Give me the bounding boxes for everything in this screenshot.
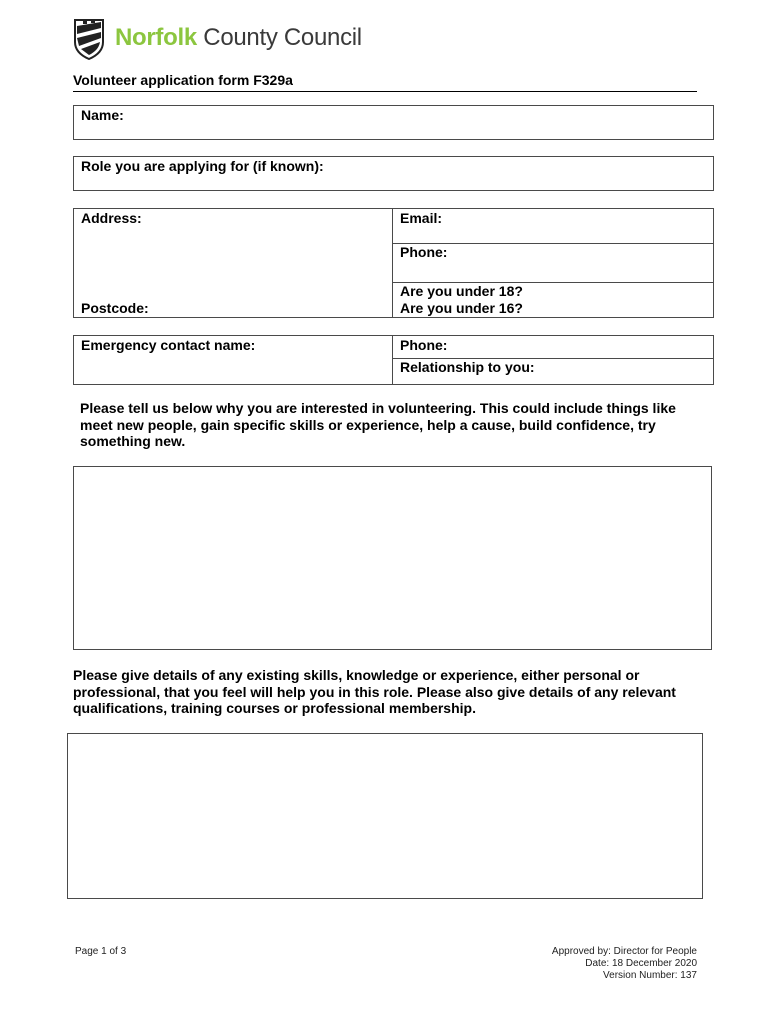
logo-text-county-council: County Council [203,24,362,51]
approval-info [552,946,697,982]
logo-text-norfolk: Norfolk [115,24,197,51]
emergency-name-label: Emergency contact name: [81,337,256,353]
interest-prompt: Please tell us below why you are interested in volunteering. This could include things like meet new people, gain specific skills or experience, help a cause, build confidence, try something new. [80,400,676,449]
under-18-label: Are you under 18? [400,283,523,299]
interest-answer-box[interactable] [73,466,712,650]
approval-date: Date: 18 December 2020 [585,958,697,969]
email-label: Email: [400,210,443,226]
under-16-label: Are you under 16? [400,300,523,316]
role-field[interactable] [73,156,714,191]
role-label: Role you are applying for (if known): [81,158,324,174]
column-divider [392,336,393,384]
phone-label: Phone: [400,244,448,260]
name-field[interactable] [73,105,714,140]
emergency-phone-label: Phone: [400,337,448,353]
column-divider [392,209,393,317]
version-number: Version Number: 137 [603,970,697,981]
skills-answer-box[interactable] [67,733,703,899]
crest-icon [73,18,105,60]
relationship-label: Relationship to you: [400,359,535,375]
skills-prompt: Please give details of any existing skills, knowledge or experience, either personal or professional, that you feel will help you in this role. Please also give details of any relevant qualifications, training courses or professional membership. [73,667,676,716]
name-label: Name: [81,107,124,123]
contact-details-table [73,208,714,318]
page-number: Page 1 of 3 [75,946,127,957]
logo-wordmark [115,24,362,52]
form-title: Volunteer application form F329a [73,72,697,92]
emergency-contact-table [73,335,714,385]
postcode-label: Postcode: [81,300,149,316]
address-label: Address: [81,210,142,226]
norfolk-county-council-logo [73,18,363,62]
approved-by: Approved by: Director for People [551,946,697,957]
